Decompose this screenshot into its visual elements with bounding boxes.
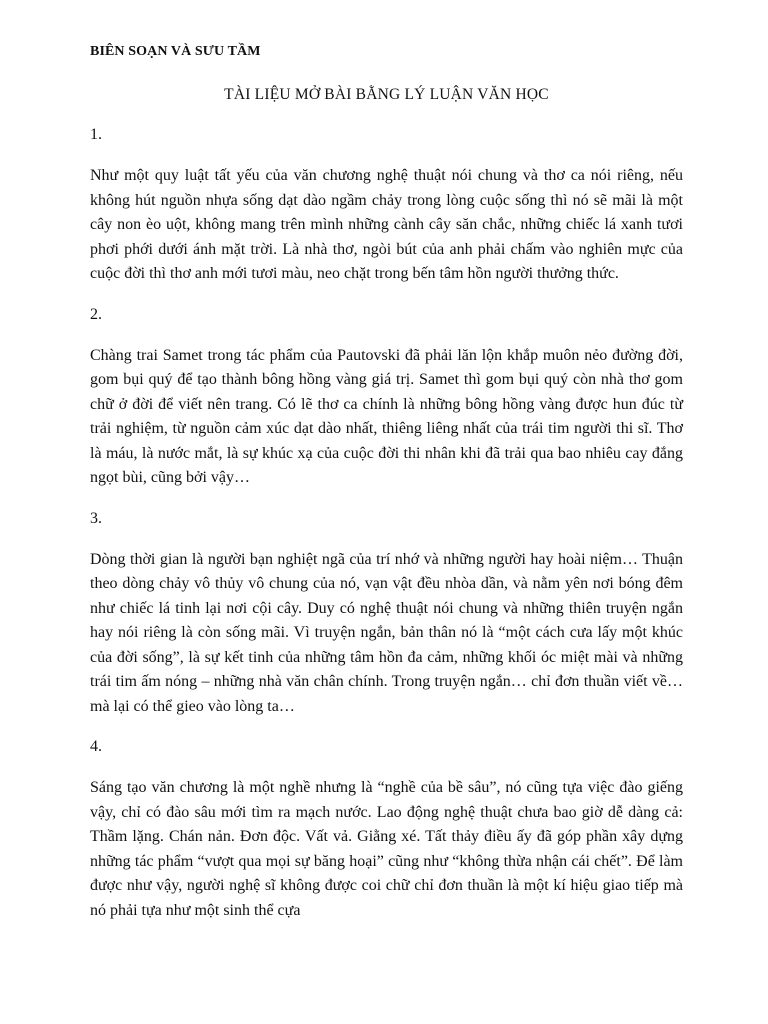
section-2: [90, 304, 683, 491]
section-1: [90, 124, 683, 287]
section-3: [90, 508, 683, 720]
section-paragraph: Chàng trai Samet trong tác phẩm của Pautovski đã phải lăn lộn khắp muôn nẻo đường đời, gom bụi quý để tạo thành bông hồng vàng giá trị. Samet thì gom bụi quý còn nhà thơ gom chữ ở đời để viết nên trang. Có lẽ thơ ca chính là những bông hồng vàng được hun đúc từ trải nghiệm, từ nguồn cảm xúc dạt dào nhất, thiêng liêng nhất của trái tim người thi sĩ. Thơ là máu, là nước mắt, là sự khúc xạ của cuộc đời thi nhân khi đã trải qua bao nhiêu cay đắng ngọt bùi, cũng bởi vậy…: [90, 346, 683, 486]
section-paragraph: Sáng tạo văn chương là một nghề nhưng là “nghề của bề sâu”, nó cũng tựa việc đào giếng vậy, chỉ có đào sâu mới tìm ra mạch nước. Lao động nghệ thuật chưa bao giờ dễ dàng cả: Thầm lặng. Chán nản. Đơn độc. Vất vả. Giằng xé. Tất thảy điều ấy đã góp phần xây dựng những tác phẩm “vượt qua mọi sự băng hoại” cũng như “không thừa nhận cái chết”. Để làm được như vậy, người nghệ sĩ không được coi chữ chỉ đơn thuần là một kí hiệu giao tiếp mà nó phải tựa như một sinh thể cựa: [90, 779, 683, 919]
section-number: 1.: [90, 126, 102, 143]
page-header: BIÊN SOẠN VÀ SƯU TẦM: [90, 44, 261, 59]
document-title: TÀI LIỆU MỞ BÀI BẰNG LÝ LUẬN VĂN HỌC: [224, 86, 549, 103]
section-number: 2.: [90, 305, 102, 323]
section-number: 3.: [90, 509, 102, 527]
section-paragraph: Dòng thời gian là người bạn nghiệt ngã của trí nhớ và những người hay hoài niệm… Thuận theo dòng chảy vô thủy vô chung của nó, vạn vật đều nhòa dần, và nằm yên nơi bóng đêm như chiếc lá tinh lại nơi cội cây. Duy có nghệ thuật nói chung và những thiên truyện ngắn hay nói riêng là còn sống mãi. Vì truyện ngắn, bản thân nó là “một cách cưa lấy một khúc của đời sống”, là sự kết tinh của những tâm hồn đa cảm, những khối óc miệt mài và những trái tim ấm nóng – những nhà văn chân chính. Trong truyện ngắn… chỉ đơn thuần viết về… mà lại có thể gieo vào lòng ta…: [90, 550, 683, 715]
section-paragraph: Như một quy luật tất yếu của văn chương nghệ thuật nói chung và thơ ca nói riêng, nếu không hút nguồn nhựa sống dạt dào ngầm chảy trong lòng cuộc sống thì nó sẽ mãi là một cây non èo uột, không mang trên mình những cành cây săn chắc, những chiếc lá xanh tươi phơi phới dưới ánh mặt trời. Là nhà thơ, ngòi bút của anh phải chấm vào nghiên mực của cuộc đời thì thơ anh mới tươi màu, neo chặt trong bến tâm hồn người thưởng thức.: [90, 167, 683, 282]
section-number: 4.: [90, 738, 102, 755]
section-4: [90, 736, 683, 923]
